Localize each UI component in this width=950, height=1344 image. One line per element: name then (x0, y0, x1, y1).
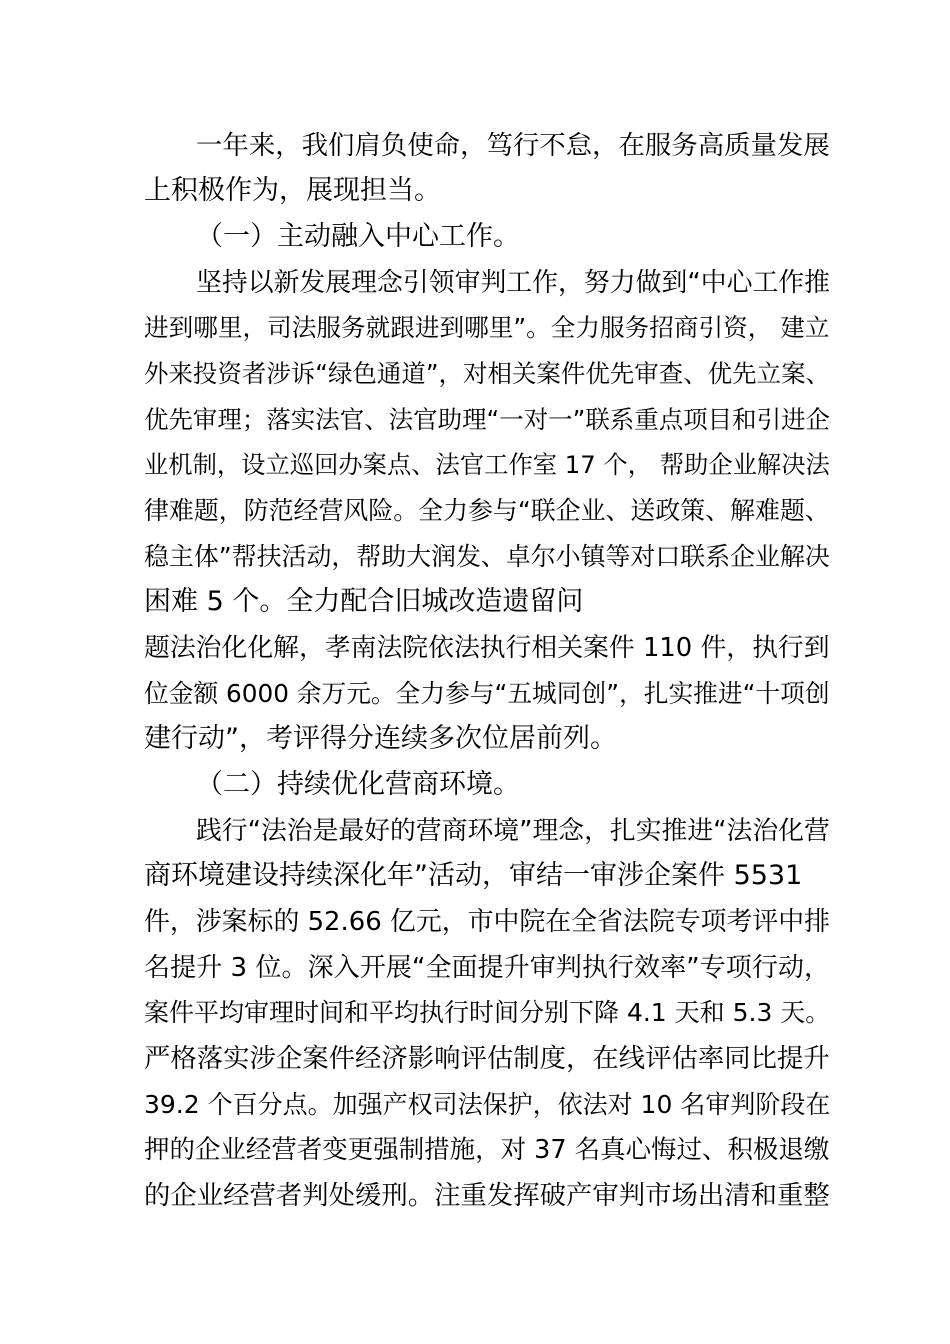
paragraph-3-line-1: 践行“法治是最好的营商环境”理念，扎实推进“法治化营 (196, 816, 830, 846)
paragraph-1-line-2: 上积极作为，展现担当。 (144, 175, 441, 206)
paragraph-3-line-5: 案件平均审理时间和平均执行时间分别下降 4.1 天和 5.3 天。 (144, 998, 831, 1027)
paragraph-3-line-6: 严格落实涉企案件经济影响评估制度，在线评估率同比提升 (144, 1044, 830, 1074)
paragraph-2-line-9: 题法治化化解，孝南法院依法执行相关案件 110 件，执行到 (144, 633, 830, 663)
paragraph-2-line-4: 优先审理；落实法官、法官助理“一对一”联系重点项目和引进企 (144, 405, 831, 434)
paragraph-3-line-8: 押的企业经营者变更强制措施，对 37 名真心悔过、积极退缴 (144, 1135, 830, 1165)
paragraph-3-line-7: 39.2 个百分点。加强产权司法保护，依法对 10 名审判阶段在 (144, 1090, 831, 1119)
paragraph-2-line-2: 进到哪里，司法服务就跟进到哪里”。全力服务招商引资， 建立 (144, 313, 830, 342)
section-heading-2: （二）持续优化营商环境。 (196, 769, 520, 800)
paragraph-1-line-1: 一年来，我们肩负使命，笃行不怠，在服务高质量发展 (196, 130, 830, 161)
paragraph-3-line-9: 的企业经营者判处缓刑。注重发挥破产审判市场出清和重整 (144, 1181, 830, 1211)
paragraph-3-line-3: 件，涉案标的 52.66 亿元，市中院在全省法院专项考评中排 (144, 907, 831, 937)
paragraph-2-line-8: 困难 5 个。全力配合旧城改造遗留问 (144, 586, 584, 617)
paragraph-2-line-5: 业机制，设立巡回办案点、法官工作室 17 个， 帮助企业解决法 (144, 450, 830, 479)
paragraph-2-line-10: 位金额 6000 余万元。全力参与“五城同创”，扎实推进“十项创 (144, 679, 830, 708)
paragraph-3-line-4: 名提升 3 位。深入开展“全面提升审判执行效率”专项行动， (144, 953, 831, 983)
paragraph-3-line-2: 商环境建设持续深化年”活动，审结一审涉企案件 5531 (144, 860, 803, 891)
paragraph-2-line-7: 稳主体”帮扶活动，帮助大润发、卓尔小镇等对口联系企业解决 (144, 542, 830, 571)
section-heading-1: （一）主动融入中心工作。 (196, 221, 520, 252)
paragraph-2-line-11: 建行动”，考评得分连续多次位居前列。 (144, 723, 617, 754)
paragraph-2-line-3: 外来投资者涉诉“绿色通道”，对相关案件优先审查、优先立案、 (144, 359, 831, 388)
paragraph-2-line-1: 坚持以新发展理念引领审判工作，努力做到“中心工作推 (196, 268, 831, 298)
paragraph-2-line-6: 律难题，防范经营风险。全力参与“联企业、送政策、解难题、 (144, 496, 830, 525)
